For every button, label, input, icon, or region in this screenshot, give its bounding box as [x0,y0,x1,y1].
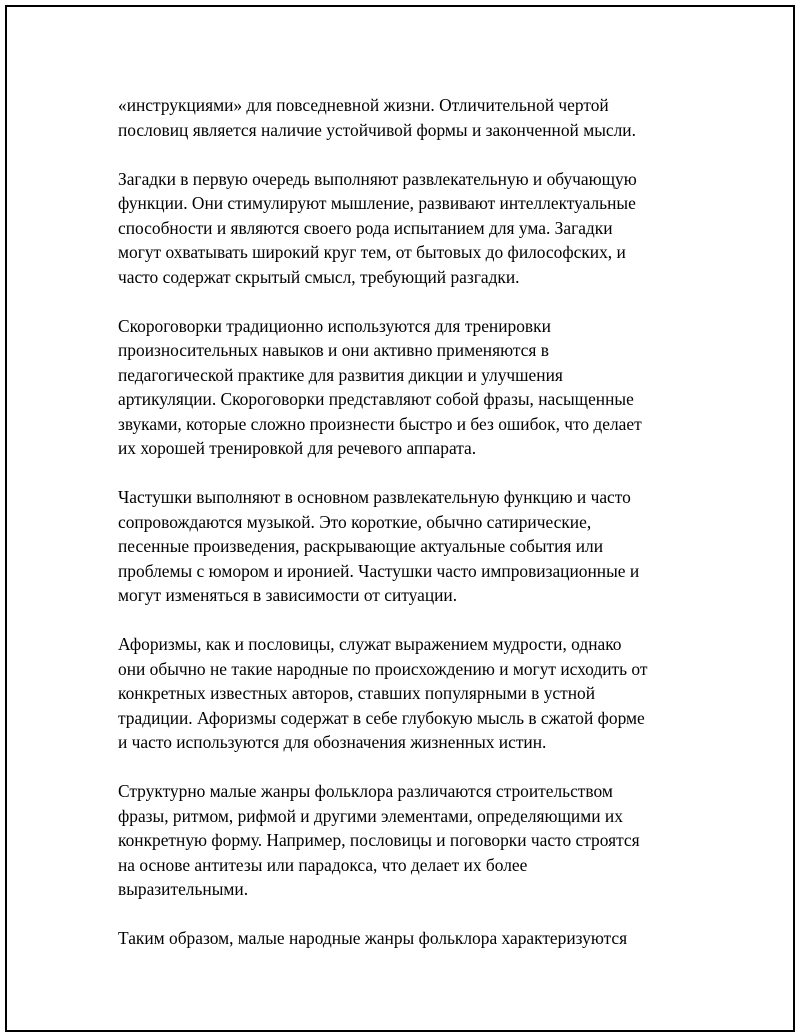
paragraph-structure [118,779,708,902]
paragraph-chastushki [118,485,708,608]
text-line: на основе антитезы или парадокса, что делает их более [118,854,528,875]
text-line: способности и являются своего рода испытанием для ума. Загадки [118,217,613,238]
text-line: традиции. Афоризмы содержат в себе глубокую мысль в сжатой форме [118,707,645,728]
paragraph-riddles [118,167,708,290]
text-line: функции. Они стимулируют мышление, развивают интеллектуальные [118,193,636,213]
text-line: Загадки в первую очередь выполняют развлекательную и обучающую [118,168,637,189]
text-line: «инструкциями» для повседневной жизни. Отличительной чертой [118,95,609,115]
text-line: конкретную форму. Например, пословицы и поговорки часто строятся [118,830,640,850]
text-line: и часто используются для обозначения жизненных истин. [118,732,547,752]
text-line: звуками, которые сложно произнести быстро и без ошибок, что делает [118,413,642,434]
text-line: конкретных известных авторов, ставших популярными в устной [118,683,596,703]
text-line: артикуляции. Скороговорки представляют собой фразы, насыщенные [118,389,634,409]
text-line: они обычно не такие народные по происхождению и могут исходить от [118,658,648,679]
text-line: Частушки выполняют в основном развлекательную функцию и часто [118,487,631,507]
text-line: их хорошей тренировкой для речевого аппарата. [118,438,477,458]
text-line: проблемы с юмором и иронией. Частушки часто импровизационные и [118,560,640,581]
document-body [118,93,708,975]
text-line: произносительных навыков и они активно применяются в [118,340,549,360]
text-line: фразы, ритмом, рифмой и другими элементами, определяющими их [118,805,623,826]
text-line: выразительными. [118,879,249,899]
text-line: педагогической практике для развития дикции и улучшения [118,364,563,385]
paragraph-proverbs-end [118,93,708,142]
paragraph-aphorisms [118,632,708,755]
text-line: Скороговорки традиционно используются для тренировки [118,315,551,336]
text-line: Таким образом, малые народные жанры фольклора характеризуются [118,928,628,948]
text-line: песенные произведения, раскрывающие актуальные события или [118,536,604,556]
text-line: Структурно малые жанры фольклора различаются строительством [118,781,613,801]
text-line: сопровождаются музыкой. Это короткие, обычно сатирические, [118,511,592,532]
text-line: часто содержат скрытый смысл, требующий разгадки. [118,266,520,287]
text-line: могут охватывать широкий круг тем, от бытовых до философских, и [118,242,626,262]
text-line: могут изменяться в зависимости от ситуации. [118,585,458,605]
text-line: Афоризмы, как и пословицы, служат выражением мудрости, однако [118,634,622,654]
text-line: пословиц является наличие устойчивой формы и законченной мысли. [118,119,636,140]
paragraph-conclusion [118,926,708,951]
paragraph-tongue-twisters [118,314,708,461]
